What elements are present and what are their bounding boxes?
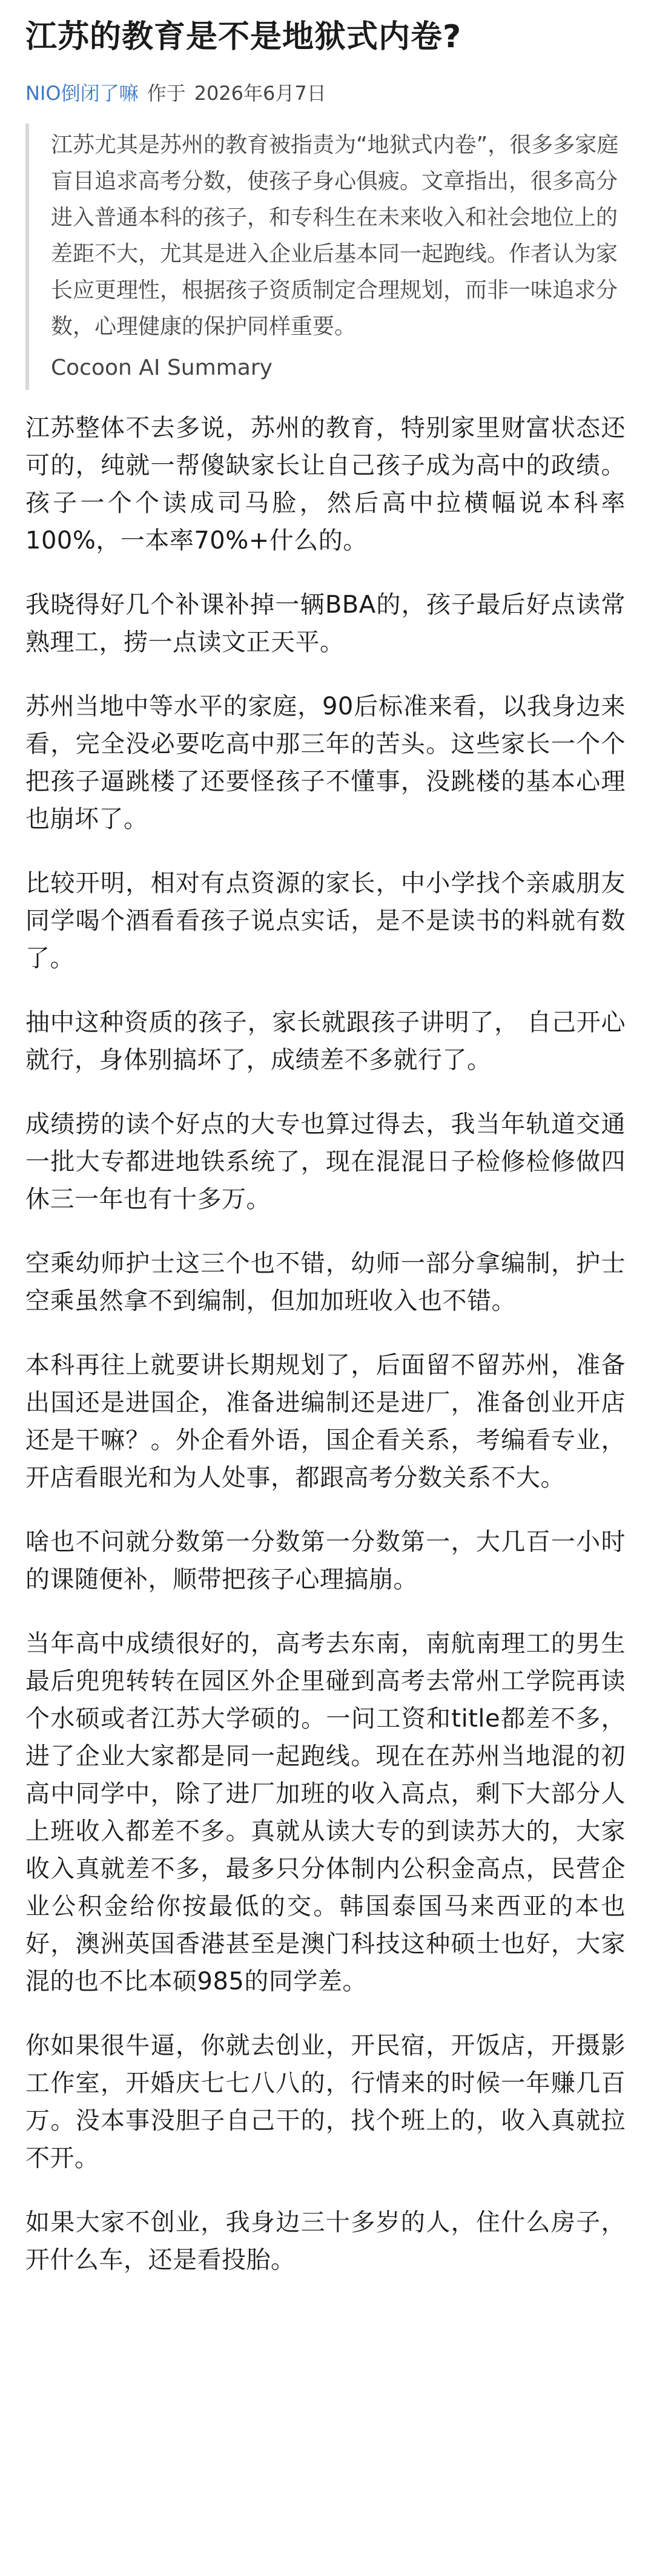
body-paragraph: 啥也不问就分数第一分数第一分数第一，大几百一小时的课随便补，顺带把孩子心理搞崩。 — [25, 1528, 626, 1593]
summary-source: Cocoon AI Summary — [51, 355, 273, 380]
body-paragraph: 当年高中成绩很好的，高考去东南，南航南理工的男生最后兜兜转转在园区外企里碰到高考去常州工学院再读个水硕或者江苏大学硕的。一问工资和title都差不多，进了企业大家都是同一起跑线。现在在苏州当地混的初高中同学中，除了进厂加班的收入高点，剩下大部分人上班收入都差不多。真就从读大专的到读苏大的，大家收入真就差不多，最多只分体制内公积金高点，民营企业公积金给你按最低的交。韩国泰国马来西亚的本也好，澳洲英国香港甚至是澳门科技这种硕士也好，大家混的也不比本硕985的同学差。 — [25, 1630, 626, 1995]
body-paragraph: 江苏整体不去多说，苏州的教育，特别家里财富状态还可的，纯就一帮傻缺家长让自己孩子成为高中的政绩。孩子一个个读成司马脸，然后高中拉横幅说本科率100%，一本率70%+什么的。 — [25, 414, 626, 555]
body-paragraph: 苏州当地中等水平的家庭，90后标准来看，以我身边来看，完全没必要吃高中那三年的苦头。这些家长一个个把孩子逼跳楼了还要怪孩子不懂事，没跳楼的基本心理也崩坏了。 — [25, 693, 626, 833]
summary-text: 江苏尤其是苏州的教育被指责为“地狱式内卷”，很多多家庭盲目追求高考分数，使孩子身心俱疲。文章指出，很多高分进入普通本科的孩子，和专科生在未来收入和社会地位上的差距不大，尤其是进入企业后基本同一起跑线。作者认为家长应更理性，根据孩子资质制定合理规划，而非一味追求分数，心理健康的保护同样重要。 — [51, 133, 619, 339]
publish-date: 2026年6月7日 — [194, 82, 326, 105]
ai-summary-block — [25, 124, 626, 390]
body-paragraph: 我晓得好几个补课补掉一辆BBA的，孩子最后好点读常熟理工，捞一点读文正天平。 — [25, 591, 626, 656]
body-paragraph: 抽中这种资质的孩子，家长就跟孩子讲明了， 自己开心就行，身体别搞坏了，成绩差不多就行了。 — [25, 1009, 626, 1074]
body-paragraph: 成绩捞的读个好点的大专也算过得去，我当年轨道交通一批大专都进地铁系统了，现在混混日子检修检修做四休三一年也有十多万。 — [25, 1110, 626, 1213]
body-paragraph: 如果大家不创业，我身边三十多岁的人，住什么房子，开什么车，还是看投胎。 — [25, 2209, 626, 2274]
body-paragraph: 比较开明，相对有点资源的家长，中小学找个亲戚朋友同学喝个酒看看孩子说点实话，是不是读书的料就有数了。 — [25, 869, 626, 972]
author-link[interactable]: NIO倒闭了嘛 — [25, 82, 139, 105]
article-meta — [25, 80, 626, 107]
byline-prefix: 作于 — [147, 82, 186, 105]
article-body — [25, 409, 626, 2279]
article-title: 江苏的教育是不是地狱式内卷? — [25, 19, 462, 55]
body-paragraph: 空乘幼师护士这三个也不错，幼师一部分拿编制，护士空乘虽然拿不到编制，但加加班收入也不错。 — [25, 1250, 626, 1315]
body-paragraph: 本科再往上就要讲长期规划了，后面留不留苏州，准备出国还是进国企，准备进编制还是进厂，准备创业开店还是干嘛？。外企看外语，国企看关系，考编看专业，开店看眼光和为人处事，都跟高考分数关系不大。 — [25, 1351, 626, 1492]
body-paragraph: 你如果很牛逼，你就去创业，开民宿，开饭店，开摄影工作室，开婚庆七七八八的，行情来的时候一年赚几百万。没本事没胆子自己干的，找个班上的，收入真就拉不开。 — [25, 2032, 626, 2172]
